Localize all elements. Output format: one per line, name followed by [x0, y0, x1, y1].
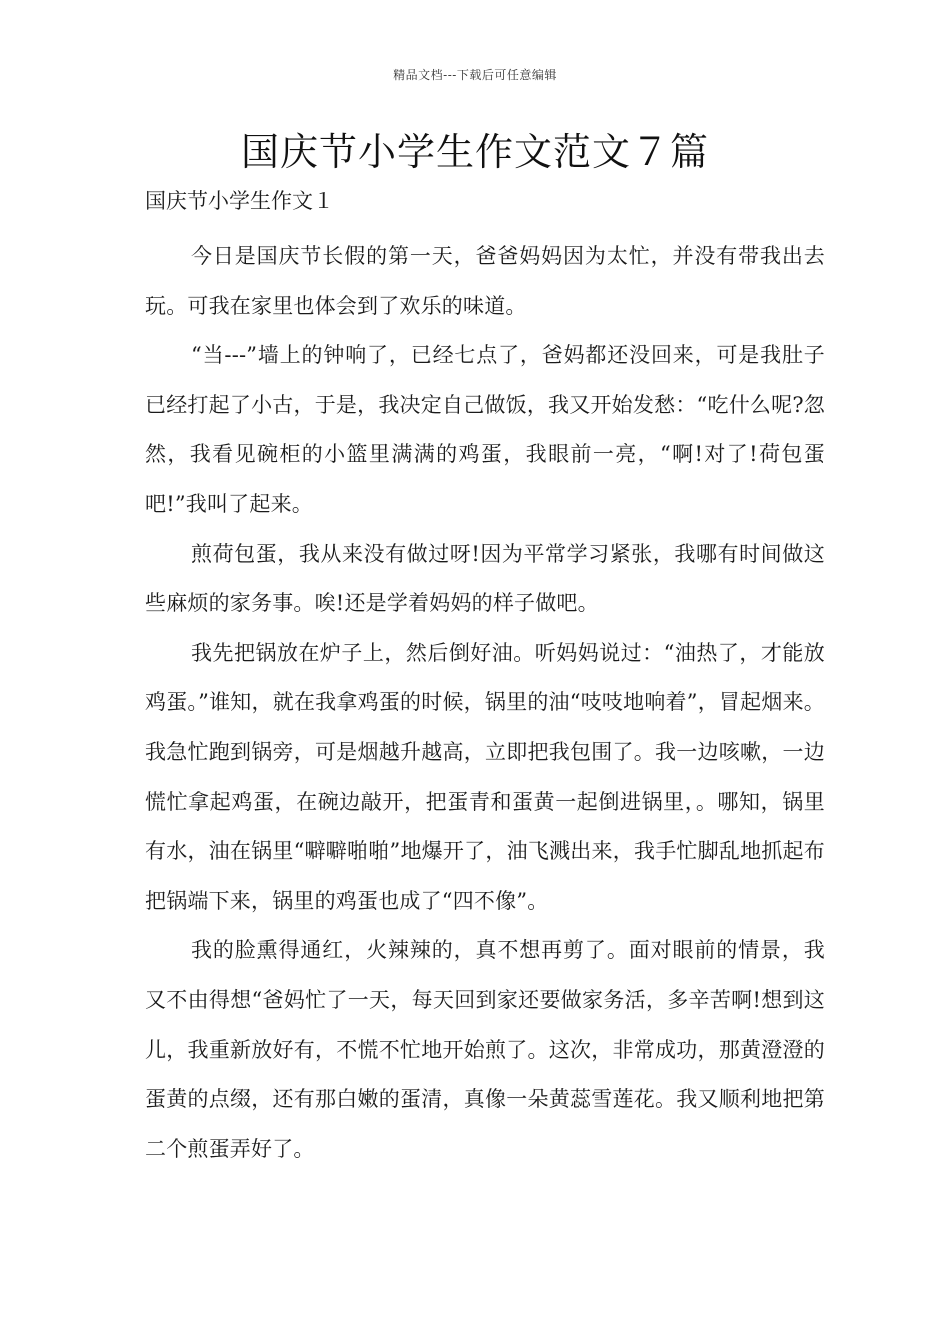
paragraph: 我先把锅放在炉子上，然后倒好油。听妈妈说过：“油热了，才能放鸡蛋。”谁知，就在我拿鸡蛋的时候，锅里的油“吱吱地响着”，冒起烟来。我急忙跑到锅旁，可是烟越升越高，立即把我包围了。我一边咳嗽，一边慌忙拿起鸡蛋，在碗边敲开，把蛋青和蛋黄一起倒进锅里，。哪知，锅里有水，油在锅里“噼噼啪啪”地爆开了，油飞溅出来，我手忙脚乱地抓起布把锅端下来，锅里的鸡蛋也成了“四不像”。 — [145, 640, 825, 913]
essay-body — [145, 232, 825, 1174]
document-title: 国庆节小学生作文范文７篇 — [240, 130, 709, 174]
section-heading: 国庆节小学生作文１ — [145, 189, 334, 213]
paragraph: “当---”墙上的钟响了，已经七点了，爸妈都还没回来，可是我肚子已经打起了小古，于是，我决定自己做饭，我又开始发愁：“吃什么呢?忽然，我看见碗柜的小篮里满满的鸡蛋，我眼前一亮，“啊!对了!荷包蛋吧!”我叫了起来。 — [145, 343, 825, 516]
header-note: 精品文档---下载后可任意编辑 — [393, 68, 557, 82]
paragraph: 我的脸熏得通红，火辣辣的，真不想再剪了。面对眼前的情景，我又不由得想“爸妈忙了一天，每天回到家还要做家务活，多辛苦啊!想到这儿，我重新放好有，不慌不忙地开始煎了。这次，非常成功，那黄澄澄的蛋黄的点缀，还有那白嫩的蛋清，真像一朵黄蕊雪莲花。我又顺利地把第二个煎蛋弄好了。 — [145, 938, 825, 1161]
paragraph: 今日是国庆节长假的第一天，爸爸妈妈因为太忙，并没有带我出去玩。可我在家里也体会到了欢乐的味道。 — [145, 244, 825, 318]
paragraph: 煎荷包蛋，我从来没有做过呀!因为平常学习紧张，我哪有时间做这些麻烦的家务事。唉!还是学着妈妈的样子做吧。 — [145, 541, 825, 616]
